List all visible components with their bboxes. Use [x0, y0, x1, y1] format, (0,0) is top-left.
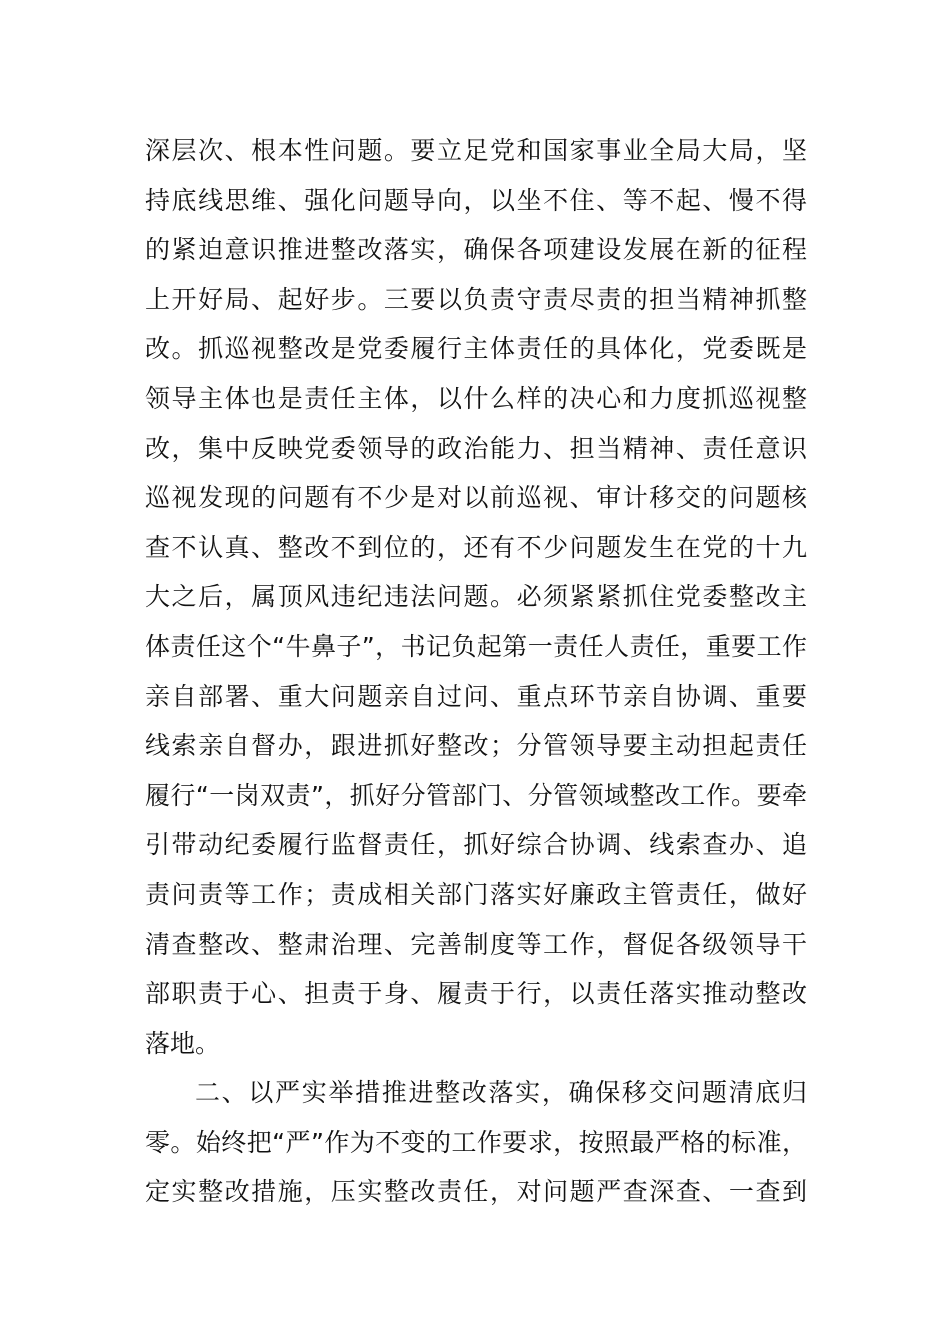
text-line: 持底线思维、强化问题导向，以坐不住、等不起、慢不得 [145, 185, 807, 215]
text-line: 改，集中反映党委领导的政治能力、担当精神、责任意识 [145, 433, 807, 463]
text-line: 上开好局、起好步。三要以负责守责尽责的担当精神抓整 [145, 284, 807, 314]
text-line-paragraph-start: 二、以严实举措推进整改落实，确保移交问题清底归 [195, 1078, 807, 1108]
text-line: 亲自部署、重大问题亲自过问、重点环节亲自协调、重要 [145, 681, 807, 711]
text-line: 清查整改、整肃治理、完善制度等工作，督促各级领导干 [145, 929, 807, 959]
text-line: 大之后，属顶风违纪违法问题。必须紧紧抓住党委整改主 [145, 582, 807, 612]
text-line: 改。抓巡视整改是党委履行主体责任的具体化，党委既是 [145, 334, 807, 364]
text-line: 引带动纪委履行监督责任，抓好综合协调、线索查办、追 [145, 830, 807, 860]
document-body-text [145, 126, 807, 1217]
text-line: 履行“一岗双责”，抓好分管部门、分管领域整改工作。要牵 [145, 780, 807, 810]
text-line: 体责任这个“牛鼻子”，书记负起第一责任人责任，重要工作 [145, 631, 807, 661]
text-line: 查不认真、整改不到位的，还有不少问题发生在党的十九 [145, 532, 807, 562]
text-line: 领导主体也是责任主体，以什么样的决心和力度抓巡视整 [145, 383, 807, 413]
text-line: 责问责等工作；责成相关部门落实好廉政主管责任，做好 [145, 879, 807, 909]
text-line: 部职责于心、担责于身、履责于行，以责任落实推动整改 [145, 979, 807, 1009]
text-line: 线索亲自督办，跟进抓好整改；分管领导要主动担起责任 [145, 731, 807, 761]
text-line-paragraph-end: 落地。 [145, 1028, 221, 1058]
text-line: 深层次、根本性问题。要立足党和国家事业全局大局，坚 [145, 136, 807, 165]
text-line: 定实整改措施，压实整改责任，对问题严查深查、一查到 [145, 1177, 807, 1207]
text-line: 巡视发现的问题有不少是对以前巡视、审计移交的问题核 [145, 483, 807, 513]
text-line: 零。始终把“严”作为不变的工作要求，按照最严格的标准， [145, 1127, 807, 1157]
text-line: 的紧迫意识推进整改落实，确保各项建设发展在新的征程 [145, 235, 807, 265]
